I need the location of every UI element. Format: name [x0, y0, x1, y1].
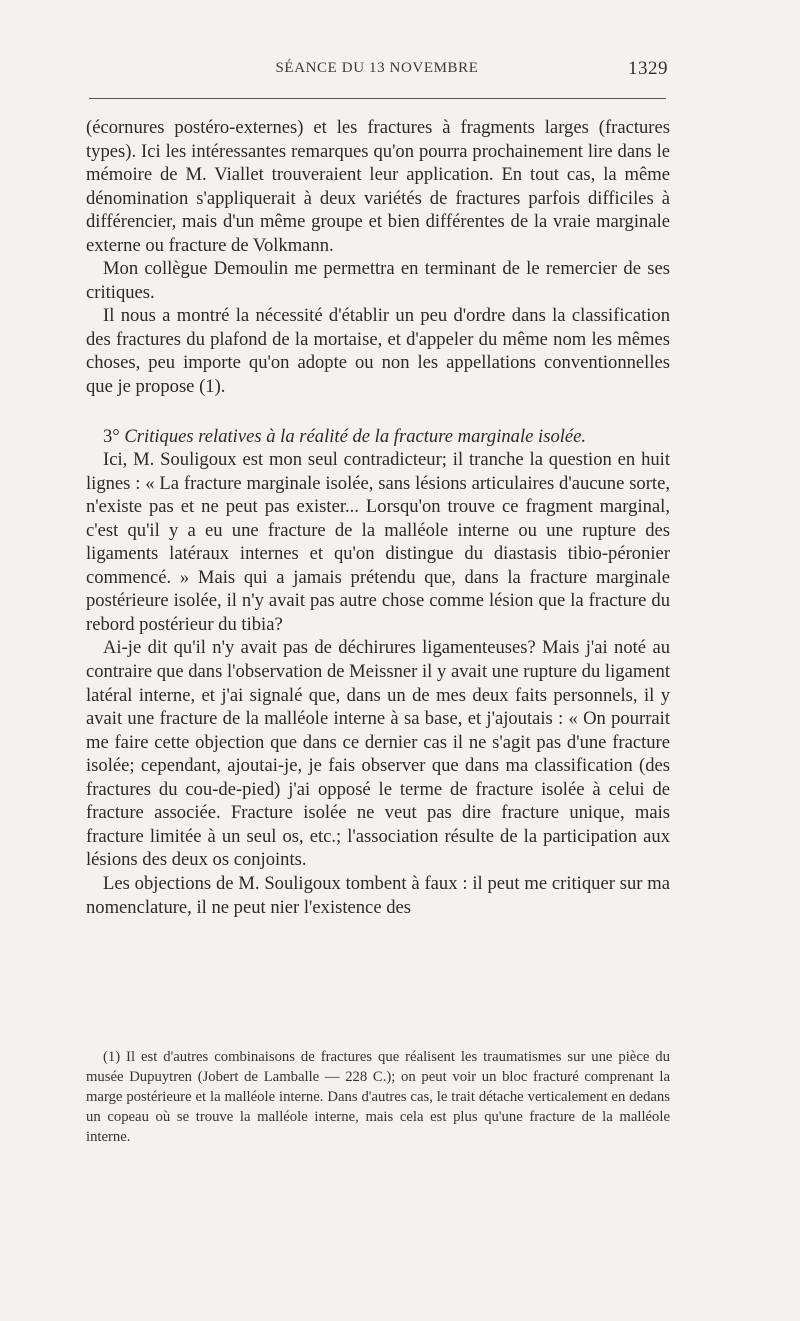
- page-number: 1329: [628, 58, 668, 79]
- paragraph: Ai-je dit qu'il n'y avait pas de déchirures ligamenteuses? Mais j'ai noté au contraire que dans l'observation de Meissner il y avait une rupture du ligament latéral interne, et j'ai signalé que, dans un de mes deux faits personnels, il y avait une fracture de la malléole interne à sa base, et j'ajoutais : « On pourrait me faire cette objection que dans ce dernier cas il ne s'agit pas d'une fracture isolée; cependant, ajoutai-je, je fais observer que dans ma classification (des fractures du cou-de-pied) j'ai opposé le terme de fracture isolée à celui de fracture associée. Fracture isolée ne veut pas dire fracture unique, mais fracture limitée à un seul os, etc.; l'association résulte de la participation aux lésions des deux os conjoints.: [86, 637, 670, 871]
- paragraph: Mon collègue Demoulin me permettra en terminant de le remercier de ses critiques.: [86, 258, 670, 303]
- running-head: [86, 60, 668, 86]
- paragraph: Il nous a montré la nécessité d'établir un peu d'ordre dans la classification des fractures du plafond de la mortaise, et d'appeler du même nom les mêmes choses, peu importe qu'on adopte ou non les appellations conventionnelles que je propose (1).: [86, 305, 670, 398]
- section-number: 3°: [103, 425, 120, 447]
- section-title: Critiques relatives à la réalité de la fracture marginale isolée.: [124, 425, 587, 447]
- paragraph: (écornures postéro-externes) et les fractures à fragments larges (fractures types). Ici les intéressantes remarques qu'on pourra prochainement lire dans le mémoire de M. Viallet trouveraient leur application. En tout cas, la même dénomination s'appliquerait à deux variétés de fractures parfois difficiles à différencier, mais d'un même groupe et bien différentes de la vraie marginale externe ou fracture de Volkmann.: [86, 117, 670, 256]
- footnote-text: (1) Il est d'autres combinaisons de fractures que réalisent les traumatismes sur une pièce du musée Dupuytren (Jobert de Lamballe — 228 C.); on peut voir un bloc fracturé comprenant la marge postérieure et la malléole interne. Dans d'autres cas, le trait détache verticalement en dedans un copeau où se trouve la malléole interne, mais cela est plus qu'une fracture de la malléole interne.: [86, 1049, 670, 1146]
- header-rule: [89, 98, 666, 99]
- paragraph: Les objections de M. Souligoux tombent à faux : il peut me critiquer sur ma nomenclature, il ne peut nier l'existence des: [86, 872, 670, 918]
- main-text: [86, 116, 670, 919]
- footnote: [86, 1047, 670, 1147]
- paragraph: Ici, M. Souligoux est mon seul contradicteur; il tranche la question en huit lignes : « La fracture marginale isolée, sans lésions articulaires d'aucune sorte, n'existe pas et ne peut pas exister... Lorsqu'on trouve ce fragment marginal, c'est qu'il y a eu une fracture de la malléole interne ou une rupture des ligaments latéraux internes et qu'on distingue du diastasis tibio-péronier commencé. » Mais qui a jamais prétendu que, dans la fracture marginale postérieure isolée, il n'y avait pas autre chose comme lésion que la fracture du rebord postérieur du tibia?: [86, 449, 670, 635]
- section-heading: [86, 425, 670, 449]
- running-title: SÉANCE DU 13 NOVEMBRE: [275, 60, 479, 76]
